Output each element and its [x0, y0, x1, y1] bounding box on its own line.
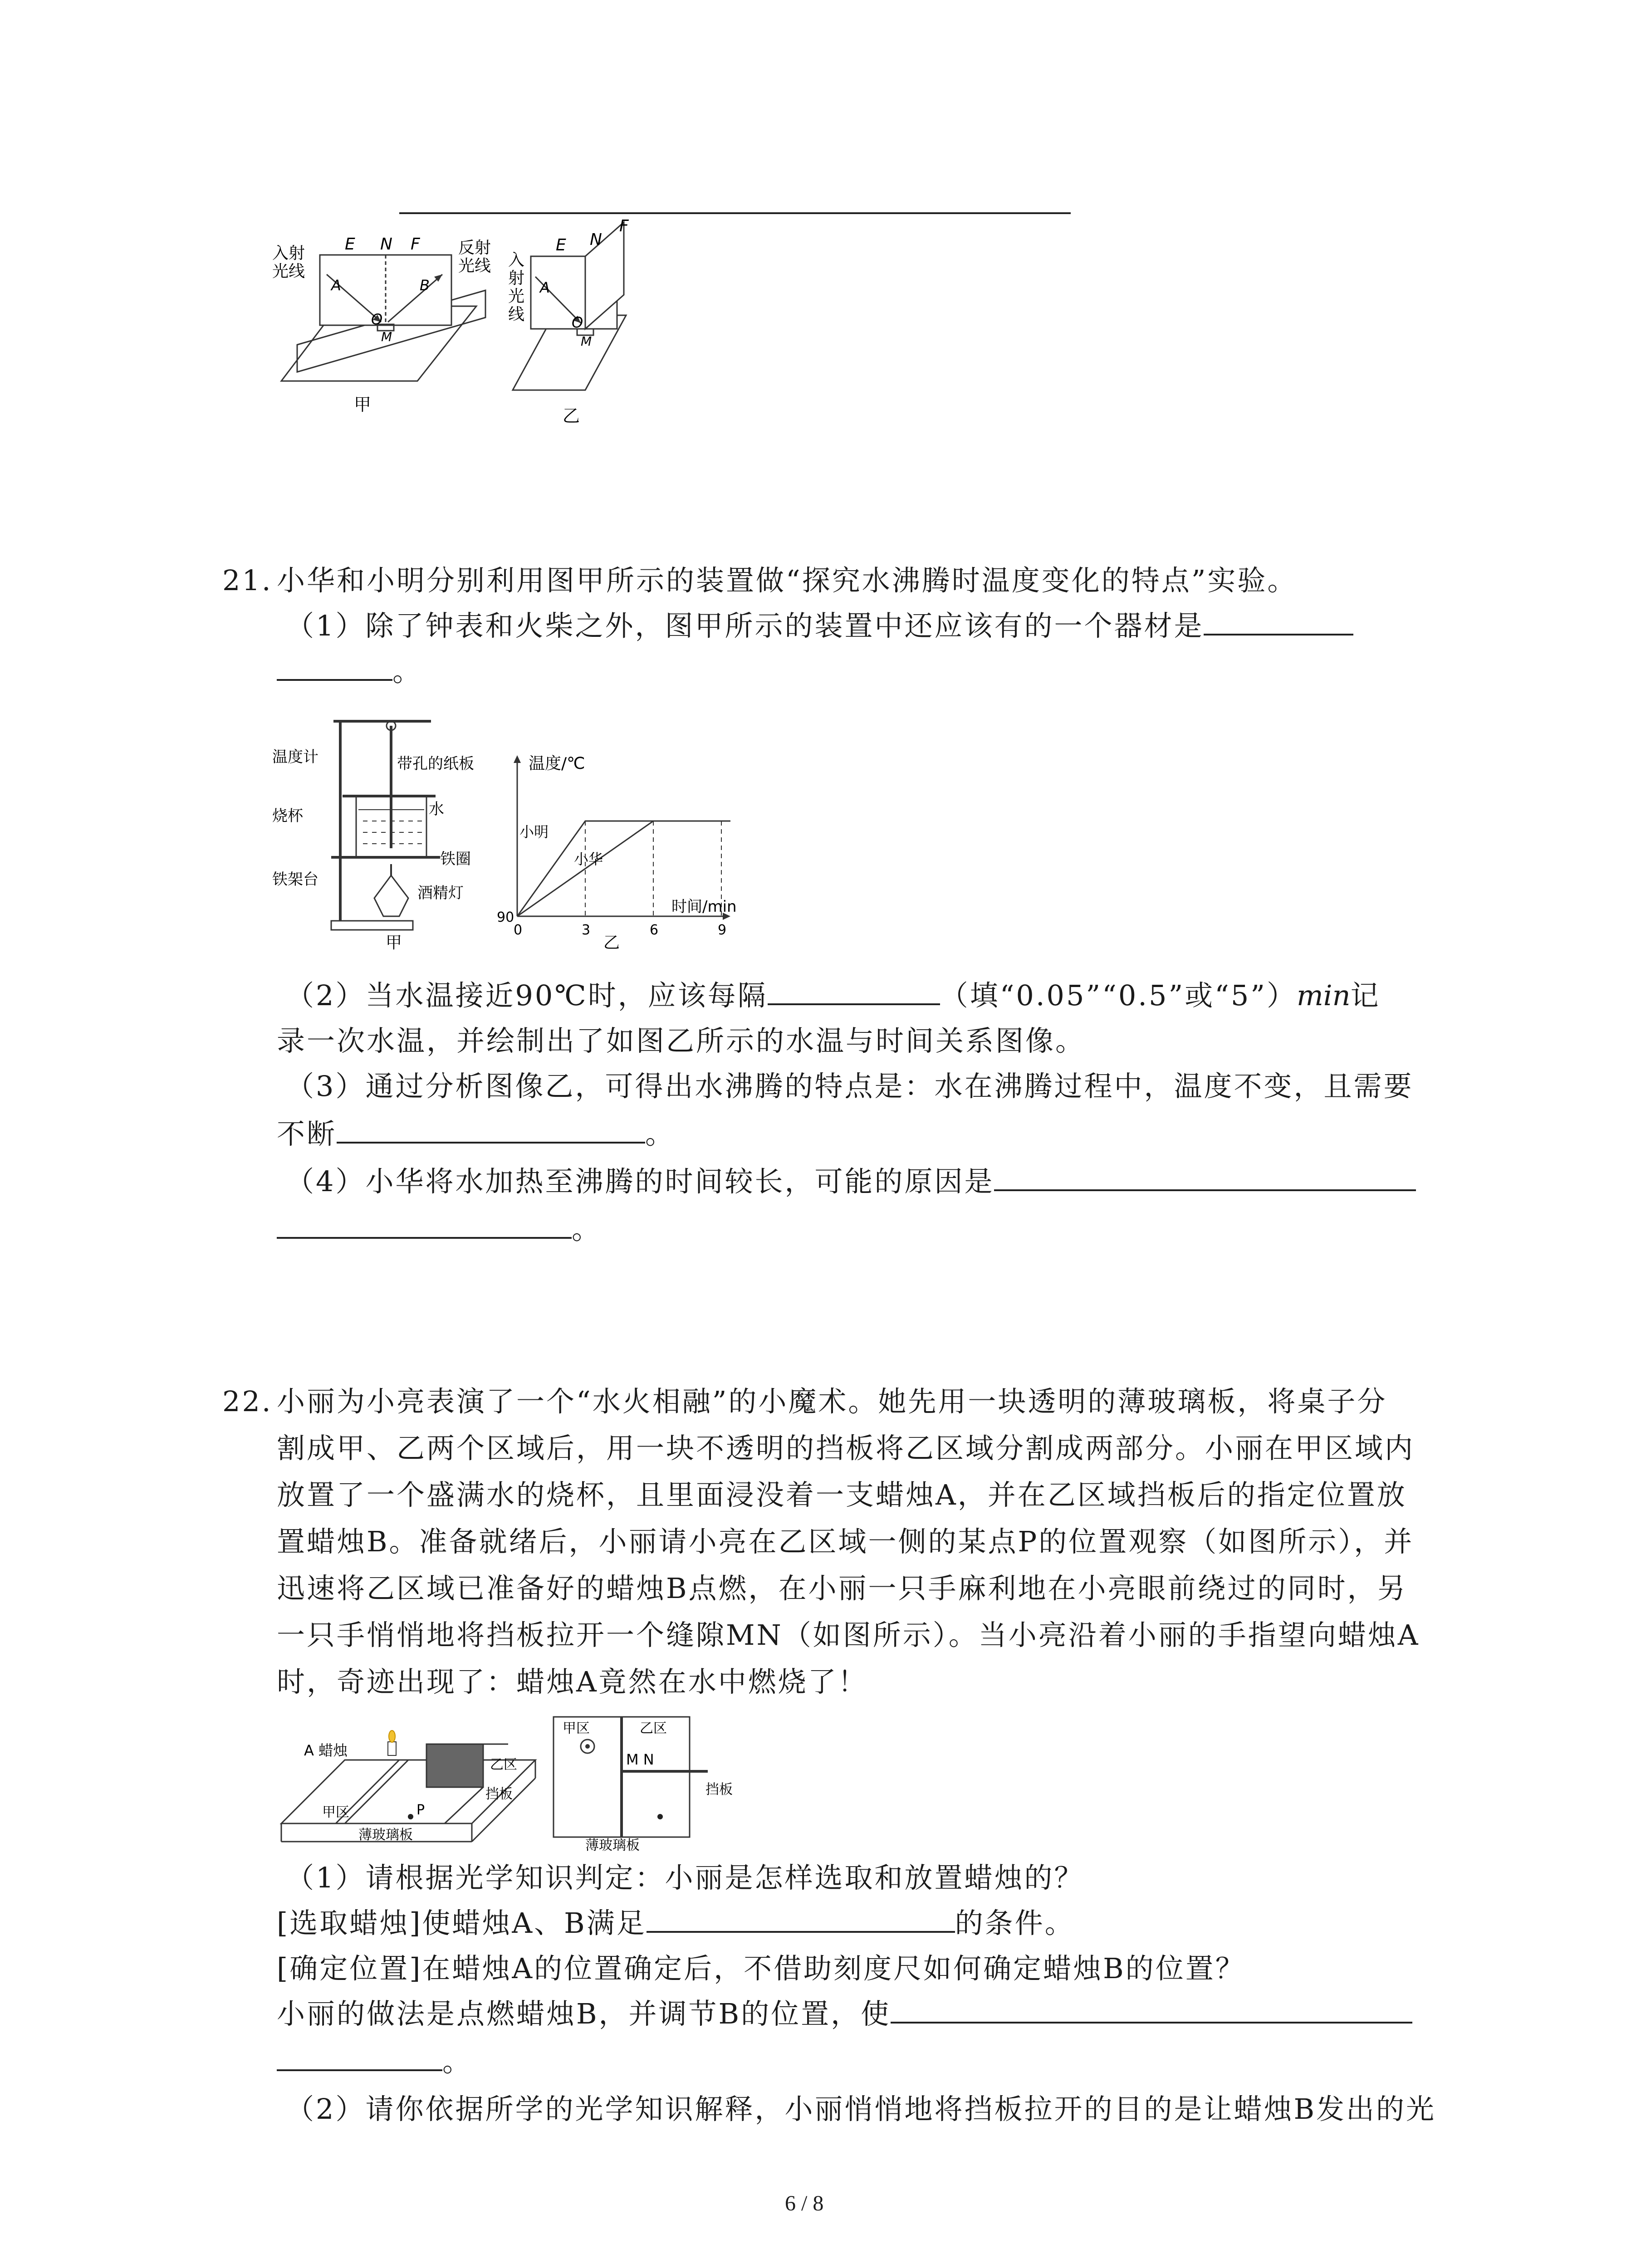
y-tick-90: 90 [497, 909, 514, 925]
svg-text:M: M [581, 334, 592, 349]
answer-blank[interactable] [337, 1114, 645, 1144]
q22-line: 小丽为小亮表演了一个“水火相融”的小魔术。她先用一块透明的薄玻璃板，将桌子分 [277, 1385, 1387, 1418]
fig-label-jia-21: 甲 [386, 934, 402, 952]
q21-part3: （3）通过分析图像乙，可得出水沸腾的特点是：水在沸腾过程中，温度不变，且需要 [286, 1070, 1414, 1103]
answer-line [399, 212, 1071, 214]
perspective-diagram [281, 1730, 535, 1843]
svg-text:入射: 入射 [272, 244, 305, 263]
label-thermometer: 温度计 [272, 748, 318, 766]
q22-sub1: （1）请根据光学知识判定：小丽是怎样选取和放置蜡烛的？ [286, 1861, 1084, 1894]
apparatus-diagram [272, 721, 474, 952]
top-view-diagram [554, 1717, 733, 1853]
answer-blank[interactable] [277, 2041, 442, 2071]
label-iron-ring: 铁圈 [440, 850, 471, 868]
svg-text:E: E [556, 236, 566, 254]
answer-blank[interactable] [647, 1903, 955, 1933]
label-zone-b-top: 乙区 [640, 1721, 667, 1736]
page-number: 6 / 8 [785, 2191, 824, 2215]
answer-blank[interactable] [1204, 606, 1353, 635]
svg-text:光线: 光线 [272, 262, 305, 281]
label-p: P [416, 1802, 425, 1818]
answer-blank[interactable] [891, 1994, 1412, 2024]
q22-number: 22. [222, 1385, 273, 1418]
x-tick-label: 6 [650, 922, 659, 938]
label-glass-top: 薄玻璃板 [585, 1838, 640, 1853]
q22-line: 置蜡烛B。准备就绪后，小丽请小亮在乙区域一侧的某点P的位置观察（如图所示），并 [277, 1525, 1414, 1558]
q21-number: 21. [222, 564, 273, 597]
letter-n-left: N [380, 235, 392, 254]
label-zone-b: 乙区 [490, 1757, 517, 1773]
series-label-xiaoming: 小明 [519, 823, 549, 841]
q21-part3-line2: 不断 。 [277, 1114, 675, 1154]
letter-o-left: O [371, 311, 383, 328]
answer-blank[interactable] [277, 651, 392, 681]
x-tick-label: 3 [582, 922, 591, 938]
label-baffle-top: 挡板 [705, 1782, 733, 1798]
svg-text:射: 射 [508, 269, 525, 288]
fig-label-yi-top: 乙 [563, 406, 580, 426]
label-cardboard: 带孔的纸板 [397, 755, 474, 773]
svg-text:光: 光 [508, 287, 525, 306]
svg-text:入: 入 [508, 251, 525, 269]
letter-e-left: E [345, 235, 355, 254]
fig-label-yi-21: 乙 [603, 934, 620, 952]
q21-stem: 小华和小明分别利用图甲所示的装置做“探究水沸腾时温度变化的特点”实验。 [277, 564, 1298, 597]
baffle-board [426, 1744, 483, 1787]
label-candle-a: A 蜡烛 [304, 1742, 348, 1759]
q22-line: 放置了一个盛满水的烧杯，且里面浸没着一支蜡烛A，并在乙区域挡板后的指定位置放 [277, 1478, 1407, 1511]
temperature-chart [497, 754, 737, 952]
svg-text:光线: 光线 [458, 257, 491, 275]
letter-b-left: B [420, 277, 430, 294]
letter-f-left: F [411, 235, 420, 254]
svg-text:F: F [619, 217, 629, 235]
q21-part2-line2: 录一次水温，并绘制出了如图乙所示的水温与时间关系图像。 [277, 1024, 1086, 1057]
q21-part4: （4）小华将水加热至沸腾的时间较长，可能的原因是 [286, 1161, 1416, 1202]
q22-sub3: [确定位置]在蜡烛A的位置确定后，不借助刻度尺如何确定蜡烛B的位置？ [277, 1952, 1245, 1985]
x-axis-label: 时间/min [671, 898, 737, 916]
x-tick-label: 9 [718, 922, 727, 938]
q22-sub2: [选取蜡烛]使蜡烛A、B满足 的条件。 [277, 1903, 1075, 1944]
letter-m-left: M [381, 329, 392, 344]
q21-part2: （2）当水温接近90℃时，应该每隔 （填“0.05”“0.5”或“5”）min记 [286, 975, 1381, 1016]
label-baffle: 挡板 [485, 1786, 513, 1802]
label-glass: 薄玻璃板 [358, 1827, 413, 1843]
label-beaker: 烧杯 [272, 807, 303, 825]
y-axis-label: 温度/℃ [529, 754, 585, 773]
candle-figure [272, 1710, 749, 1851]
label-stand: 铁架台 [272, 870, 318, 889]
q22-line: 时，奇迹出现了：蜡烛A竟然在水中燃烧了！ [277, 1665, 868, 1698]
q22-stem [277, 1381, 1420, 1708]
q22-line: 迅速将乙区域已准备好的蜡烛B点燃，在小丽一只手麻利地在小亮眼前绕过的同时，另 [277, 1572, 1407, 1605]
label-water: 水 [429, 800, 444, 818]
letter-a-left: A [331, 277, 341, 294]
answer-blank[interactable] [277, 1209, 572, 1239]
q22-line: 一只手悄悄地将挡板拉开一个缝隙MN（如图所示）。当小亮沿着小丽的手指望向蜡烛A [277, 1618, 1420, 1652]
series-label-xiaohua: 小华 [574, 850, 603, 868]
q21-part4-cont: 。 [277, 1209, 602, 1250]
svg-text:A: A [540, 279, 550, 296]
reflection-figure [272, 217, 635, 440]
q22-sub5: （2）请你依据所学的光学知识解释，小丽悄悄地将挡板拉开的目的是让蜡烛B发出的光 [286, 2092, 1436, 2126]
answer-blank[interactable] [994, 1161, 1416, 1191]
svg-text:线: 线 [508, 305, 525, 324]
answer-blank[interactable] [768, 975, 940, 1005]
svg-text:O: O [572, 314, 583, 331]
x-tick-label: 0 [514, 922, 523, 938]
candle-flame [389, 1730, 395, 1742]
fig-label-jia: 甲 [354, 395, 372, 415]
q22-line: 割成甲、乙两个区域后，用一块不透明的挡板将乙区域分割成两部分。小丽在甲区域内 [277, 1432, 1415, 1465]
label-zone-a: 甲区 [322, 1804, 349, 1820]
label-lamp: 酒精灯 [417, 884, 464, 902]
label-zone-a-top: 甲区 [563, 1721, 590, 1736]
q21-part1: （1）除了钟表和火柴之外，图甲所示的装置中还应该有的一个器材是 [286, 606, 1353, 646]
boiling-figure [272, 708, 737, 953]
q21-part1-cont: 。 [277, 651, 422, 692]
svg-text:N: N [590, 230, 602, 249]
q22-sub4-cont: 。 [277, 2041, 472, 2082]
q22-sub4: 小丽的做法是点燃蜡烛B，并调节B的位置，使 [277, 1994, 1412, 2034]
svg-text:反射: 反射 [458, 239, 491, 257]
label-mn: M N [626, 1751, 654, 1768]
